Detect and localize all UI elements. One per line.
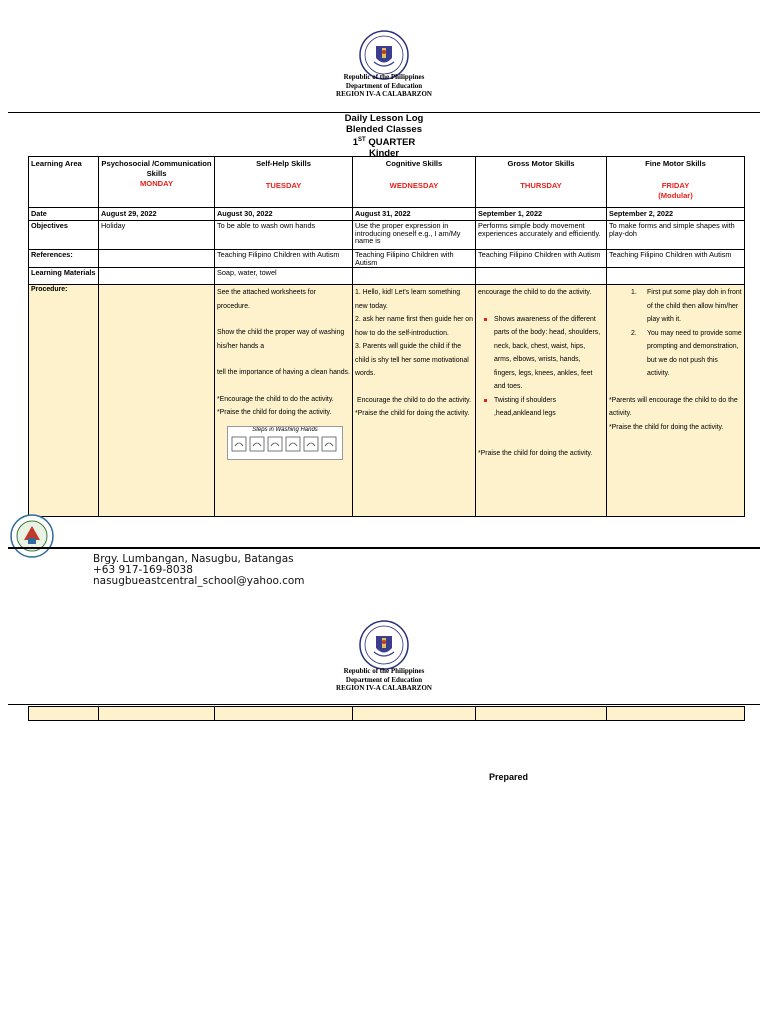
table-row-procedure: Procedure: See the attached worksheets for procedure. Show the child the proper way of washing his/her hands a tell the importance of having a clean hands. *Encourage the child to do the activity. *Praise the child for doing the activity. Steps in Washing Hands 1. Hello, kid! Let's learn something new today. 2. ask her name first then guide her on how to do the self-introduction. 3. Parents will guide the child if the child is shy tell her some motivational words. Encourage the child to do the activity. *Praise the child for doing the activity. encourage the child to do the activity. Shows awareness of the different parts of the body: head, shoulders, neck, back, chest, waist, hips, arms, elbows, wrists, hands, fingers, legs, knees, ankles, feet and toes. Twisting if shoulders ,head,ankleand legs *Praise the child for doing the activity. 1. First put some play doh in front of the child then allow him/her play with it. 2. You may need to provide some prompting and demonstration, but we do not push this activity. *Parents will encourage the child to do the activity. *Praise the child for doing the activity. bbox=[29, 285, 745, 517]
header-line-region: REGION IV-A CALABARZON bbox=[336, 90, 432, 98]
column-header: Cognitive Skills WEDNESDAY bbox=[353, 157, 476, 208]
list-item: 2. You may need to provide some prompting and demonstration, but we do not push this activity. bbox=[631, 329, 742, 378]
hand-washing-steps-icon bbox=[230, 434, 340, 454]
procedure-tuesday: See the attached worksheets for procedure. Show the child the proper way of washing his/her hands a tell the importance of having a clean hands. *Encourage the child to do the activity. *Praise the child for doing the activity. Steps in Washing Hands bbox=[215, 285, 353, 517]
day-label: MONDAY bbox=[139, 179, 174, 188]
hand-washing-worksheet-image: Steps in Washing Hands bbox=[227, 426, 343, 460]
deped-seal-icon bbox=[359, 620, 409, 670]
day-label: THURSDAY bbox=[520, 181, 562, 190]
table-row-objectives: Objectives Holiday To be able to wash own hands Use the proper expression in introducing oneself e.g., I am/My name is Performs simple body movement experiences accurately and efficiently. To make forms and simple shapes with play-doh bbox=[29, 221, 745, 250]
column-header: Fine Motor Skills FRIDAY (Modular) bbox=[607, 157, 745, 208]
footer-rule bbox=[8, 547, 760, 549]
header-rule-page2 bbox=[8, 704, 760, 705]
prepared-label: Prepared bbox=[489, 772, 529, 782]
school-email: nasugbueastcentral_school@yahoo.com bbox=[93, 575, 305, 587]
table-row-materials: Learning Materials Soap, water, towel bbox=[29, 268, 745, 285]
day-label: FRIDAY bbox=[661, 181, 690, 190]
school-seal bbox=[10, 514, 54, 558]
table-header-row bbox=[29, 157, 745, 208]
title-line-2: Blended Classes bbox=[345, 124, 423, 135]
procedure-wednesday: 1. Hello, kid! Let's learn something new today. 2. ask her name first then guide her on how to do the self-introduction. 3. Parents will guide the child if the child is shy tell her some motivational words. Encourage the child to do the activity. *Praise the child for doing the activity. bbox=[353, 285, 476, 517]
procedure-monday bbox=[99, 285, 215, 517]
procedure-friday: 1. First put some play doh in front of the child then allow him/her play with it. 2. You may need to provide some prompting and demonstration, but we do not push this activity. *Parents will encourage the child to do the activity. *Praise the child for doing the activity. bbox=[607, 285, 745, 517]
procedure-thursday: encourage the child to do the activity. Shows awareness of the different parts of the body: head, shoulders, neck, back, chest, waist, hips, arms, elbows, wrists, hands, fingers, legs, knees, ankles, feet and toes. Twisting if shoulders ,head,ankleand legs *Praise the child for doing the activity. bbox=[476, 285, 607, 517]
column-header: Psychosocial /Communication Skills MONDAY bbox=[99, 157, 215, 208]
day-label: TUESDAY bbox=[265, 181, 302, 190]
day-label: WEDNESDAY bbox=[389, 181, 439, 190]
list-item: Shows awareness of the different parts of the body: head, shoulders, neck, back, chest, waist, hips, arms, elbows, wrists, hands, fingers, legs, knees, ankles, feet and toes. bbox=[478, 313, 604, 394]
school-contact bbox=[93, 554, 305, 587]
title-line-1: Daily Lesson Log bbox=[344, 113, 424, 124]
table-row-date: Date August 29, 2022 August 30, 2022 August 31, 2022 September 1, 2022 September 2, 2022 bbox=[29, 208, 745, 221]
school-address: Brgy. Lumbangan, Nasugbu, Batangas bbox=[93, 553, 294, 565]
list-item: Twisting if shoulders ,head,ankleand legs bbox=[478, 394, 604, 421]
school-phone: +63 917-169-8038 bbox=[93, 564, 193, 576]
list-item: 1. First put some play doh in front of the child then allow him/her play with it. bbox=[631, 289, 742, 324]
continuation-table bbox=[28, 706, 745, 721]
title-grade: Kinder bbox=[368, 148, 400, 160]
school-seal-icon bbox=[10, 514, 54, 558]
agency-header-page2: Republic of the Philippines Department of Education REGION IV-A CALABARZON bbox=[336, 667, 432, 692]
lesson-log-title bbox=[0, 113, 768, 159]
column-header: Gross Motor Skills THURSDAY bbox=[476, 157, 607, 208]
column-header: Self-Help Skills TUESDAY bbox=[215, 157, 353, 208]
title-quarter: 1ST QUARTER bbox=[352, 137, 416, 149]
header-line-republic: Republic of the Philippines bbox=[343, 73, 425, 81]
header-line-deped: Department of Education bbox=[345, 81, 423, 90]
table-row bbox=[29, 707, 745, 721]
learning-area-header: Learning Area bbox=[29, 157, 99, 208]
agency-header bbox=[0, 73, 768, 99]
lesson-log-table bbox=[28, 156, 745, 517]
modular-note: (Modular) bbox=[658, 191, 693, 200]
table-row-references: References: Teaching Filipino Children with Autism Teaching Filipino Children with Autism Teaching Filipino Children with Autism Teaching Filipino Children with Autism bbox=[29, 250, 745, 268]
deped-seal-page2 bbox=[359, 620, 409, 670]
